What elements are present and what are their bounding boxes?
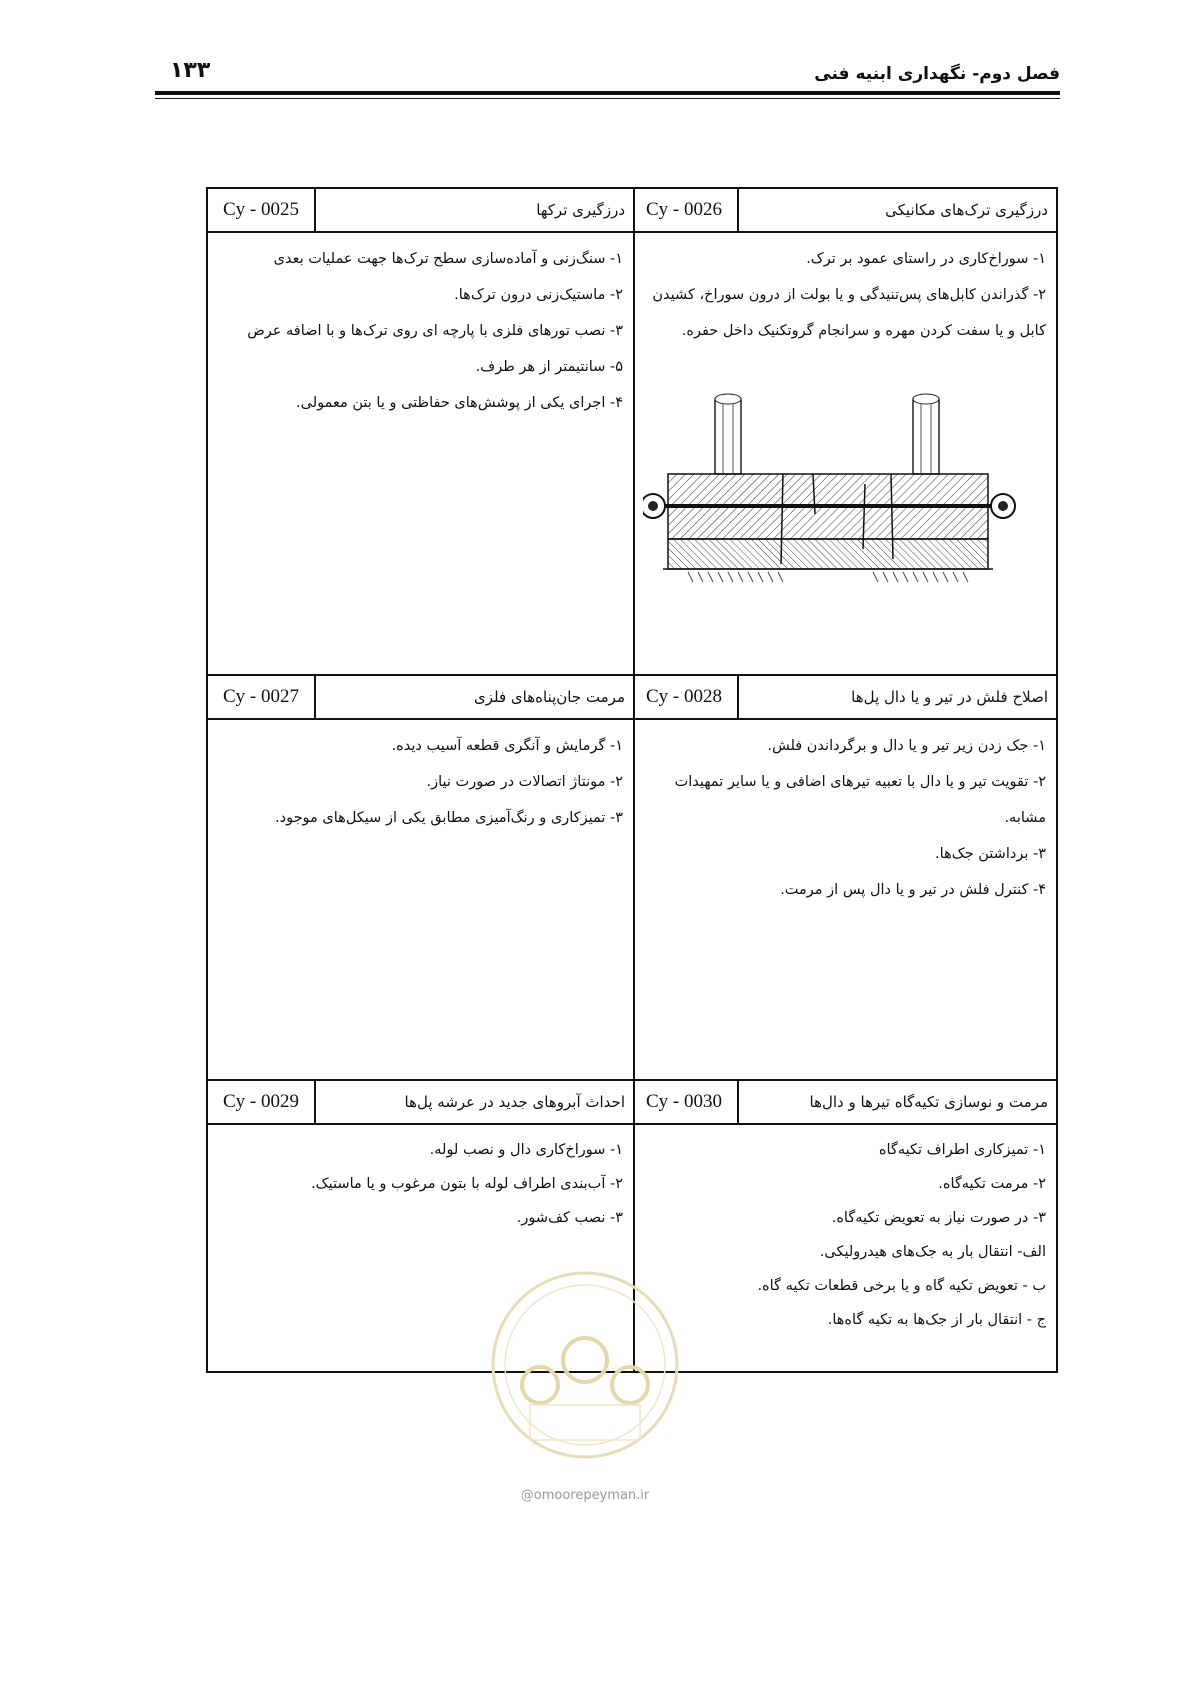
card-code: Cy - 0030 [631,1081,739,1123]
step-item: ب - تعویض تکیه گاه و یا برخی قطعات تکیه گاه. [757,1278,1046,1294]
step-item: ۲- تقویت تیر و یا دال با تعبیه تیرهای اضافی و یا سایر تمهیدات مشابه. [674,774,1046,826]
step-item: ۵- سانتیمتر از هر طرف. [475,359,623,375]
card-title: مرمت جان‌پناه‌های فلزی [474,688,625,706]
card-steps [631,1125,1056,1337]
card-title: اصلاح فلش در تیر و یا دال پل‌ها [851,688,1048,706]
card-steps [208,1125,633,1235]
step-item: ۲- مونتاژ اتصالات در صورت نیاز. [426,774,623,790]
step-item: ج - انتقال بار از جک‌ها به تکیه گاه‌ها. [827,1312,1046,1328]
step-item: ۳- تمیزکاری و رنگ‌آمیزی مطابق یکی از سیکل‌های موجود. [275,810,623,826]
watermark-logo [485,1265,685,1485]
header-rule-thin [155,98,1060,99]
card-code: Cy - 0028 [631,676,739,718]
card-code: Cy - 0029 [208,1081,316,1123]
card-title-bar [631,189,1056,233]
card-title-bar [208,674,633,720]
card-cy-0025 [208,189,633,674]
step-item: ۳- نصب کف‌شور. [516,1210,623,1226]
card-title: احداث آبروهای جدید در عرشه پل‌ها [404,1093,625,1111]
step-item: ۴- کنترل فلش در تیر و یا دال پس از مرمت. [780,882,1046,898]
watermark-url: @omoorepeyman.ir [520,1488,650,1503]
step-item: ۱- تمیزکاری اطراف تکیه‌گاه [878,1142,1046,1158]
card-cy-0030 [631,1079,1056,1371]
right-post [913,399,939,474]
left-post [715,399,741,474]
step-item: الف- انتقال بار به جک‌های هیدرولیکی. [819,1244,1046,1260]
step-item: ۳- در صورت نیاز به تعویض تکیه‌گاه. [831,1210,1046,1226]
card-code: Cy - 0027 [208,676,316,718]
left-post-top [715,394,741,404]
post-tension-crack-figure [643,389,1043,604]
card-steps [208,233,633,421]
card-title: مرمت و نوسازی تکیه‌گاه تیرها و دال‌ها [809,1093,1048,1111]
step-item: ۲- مرمت تکیه‌گاه. [938,1176,1046,1192]
card-steps [631,720,1056,908]
step-item: ۱- جک زدن زیر تیر و یا دال و برگرداندن فلش. [767,738,1046,754]
step-item: ۳- نصب تورهای فلزی با پارچه ای روی ترک‌ها و با اضافه عرض [247,323,623,339]
card-title-bar [208,189,633,233]
step-item: ۲- ماستیک‌زنی درون ترک‌ها. [454,287,623,303]
step-item: ۱- سنگ‌زنی و آماده‌سازی سطح ترک‌ها جهت عملیات بعدی [273,251,623,267]
card-code: Cy - 0025 [208,189,316,231]
card-title: درزگیری ترک‌های مکانیکی [885,201,1048,219]
card-code: Cy - 0026 [631,189,739,231]
concrete-base [668,539,988,569]
card-cy-0027 [208,674,633,1079]
step-item: ۳- برداشتن جک‌ها. [935,846,1046,862]
maintenance-cards-table [206,187,1058,1373]
card-steps [631,233,1056,349]
right-post-top [913,394,939,404]
card-cy-0026 [631,189,1056,674]
step-item: ۱- سوراخ‌کاری در راستای عمود بر ترک. [806,251,1046,267]
ground-hatching [688,572,968,582]
step-item: ۲- گذراندن کابل‌های پس‌تنیدگی و یا بولت از درون سوراخ، کشیدن کابل و یا سفت کردن مهره و سرانجام گروتکنیک داخل حفره. [652,287,1046,339]
page-header [155,58,1060,98]
crack-repair-diagram [643,389,1043,604]
step-item: ۱- گرمایش و آنگری قطعه آسیب دیده. [391,738,623,754]
card-title-bar [208,1079,633,1125]
card-title-bar [631,1079,1056,1125]
chapter-title: فصل دوم- نگهداری ابنیه فنی [814,64,1060,84]
step-item: ۱- سوراخ‌کاری دال و نصب لوله. [429,1142,623,1158]
card-title-bar [631,674,1056,720]
card-steps [208,720,633,836]
step-item: ۲- آب‌بندی اطراف لوله با بتون مرغوب و یا ماستیک. [311,1176,623,1192]
header-rule [155,91,1060,95]
card-title: درزگیری ترکها [536,201,625,219]
page-number: ۱۳۳ [170,58,211,83]
step-item: ۴- اجرای یکی از پوشش‌های حفاظتی و یا بتن معمولی. [296,395,623,411]
card-cy-0028 [631,674,1056,1079]
